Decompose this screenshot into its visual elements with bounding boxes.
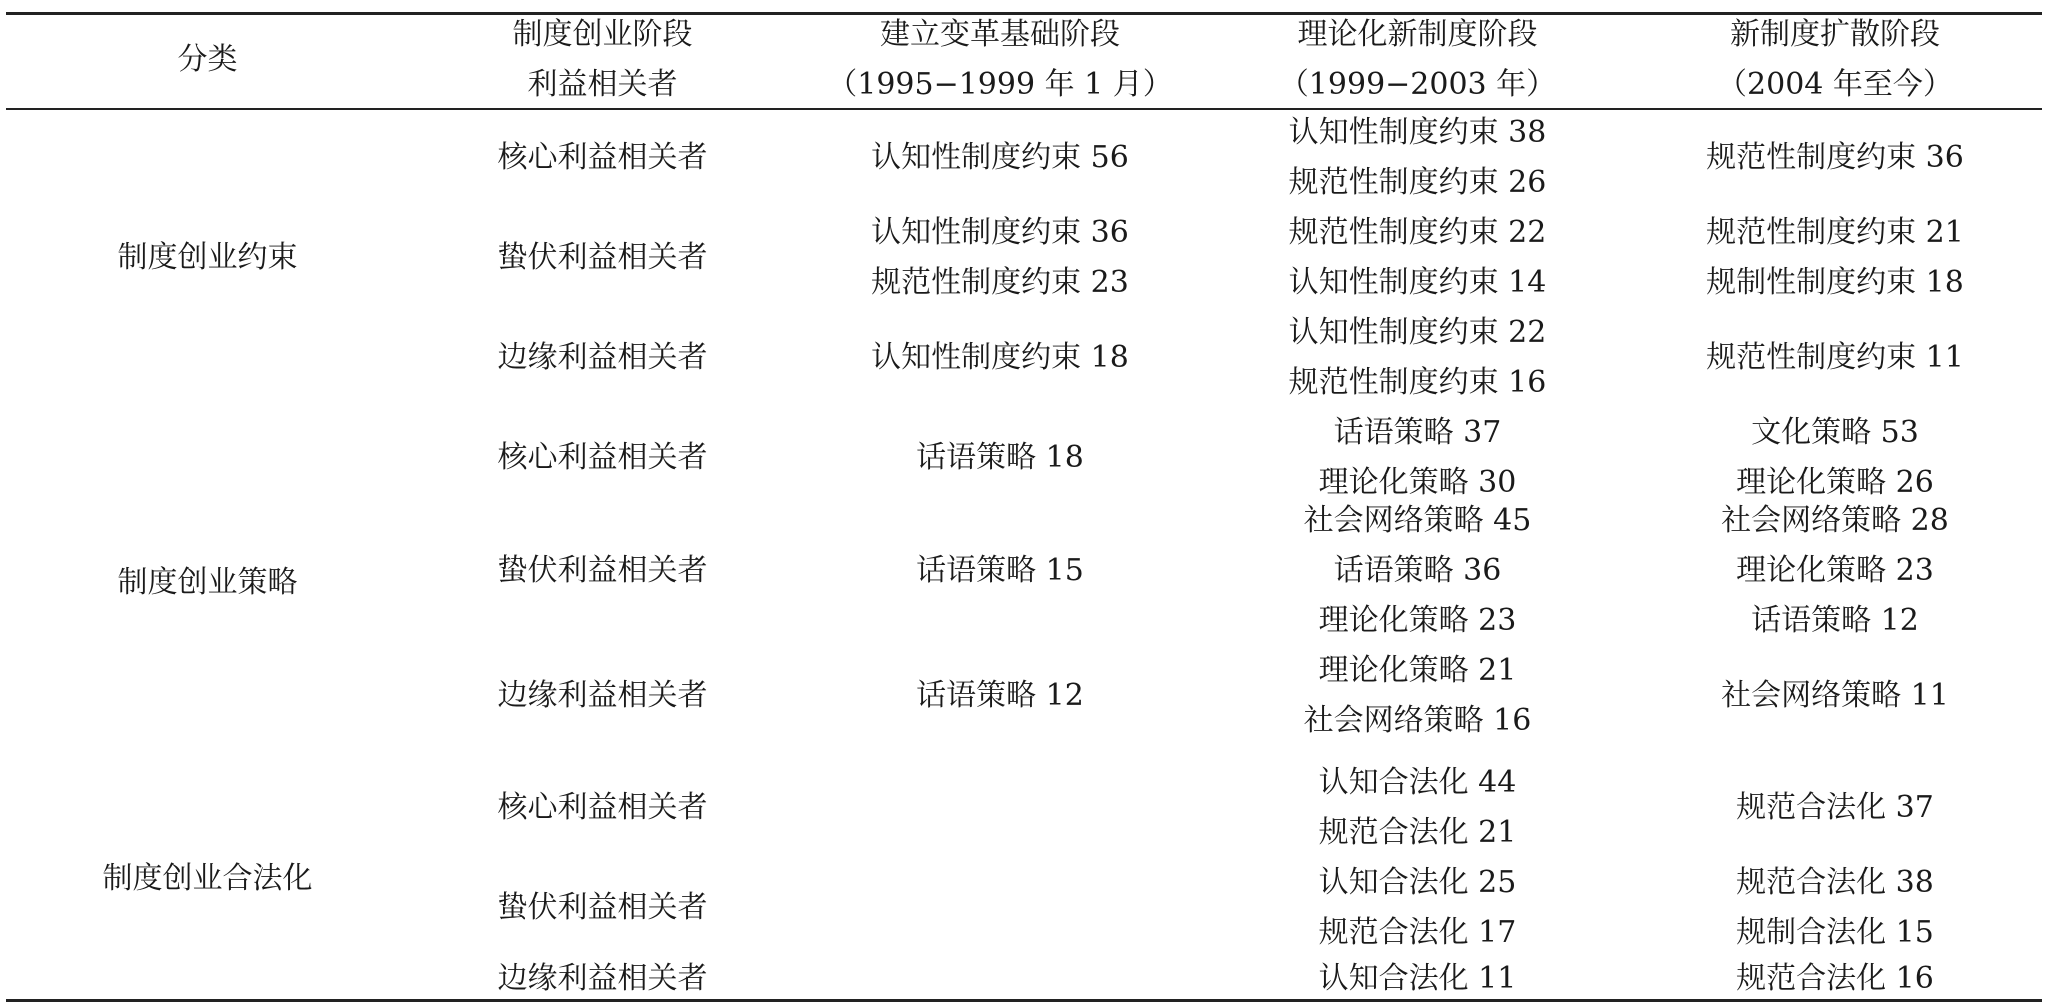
- cell-line: 规范性制度约束 21: [1706, 215, 1964, 250]
- stakeholder-label: 边缘利益相关者: [497, 340, 708, 375]
- cell-line: 规范合法化 21: [1318, 815, 1517, 850]
- cell-line: 认知合法化 25: [1318, 865, 1517, 900]
- cell-line: 规范合法化 37: [1736, 790, 1934, 825]
- phase1-cell: [790, 108, 1210, 208]
- cell-line: 认知合法化 11: [1318, 960, 1517, 996]
- phase2-cell: [1210, 958, 1625, 999]
- cell-line: 社会网络策略 11: [1721, 677, 1949, 713]
- header-phase2: 理论化新制度阶段 （1999−2003 年）: [1278, 17, 1557, 102]
- cell-line: 认知性制度约束 22: [1288, 315, 1547, 350]
- phase3-cell: [1625, 108, 2045, 208]
- phase2-cell: [1210, 308, 1625, 408]
- cell-line: 话语策略 37: [1333, 415, 1502, 450]
- cell-line: 认知性制度约束 38: [1288, 115, 1547, 150]
- cell-line: 话语策略 12: [916, 677, 1084, 713]
- stakeholder-label: 核心利益相关者: [497, 790, 708, 825]
- cell-line: 认知性制度约束 36: [871, 215, 1129, 250]
- cell-line: 文化策略 53: [1751, 415, 1919, 450]
- header-stakeholder: 制度创业阶段 利益相关者: [512, 17, 693, 102]
- phase2-cell: [1210, 408, 1625, 508]
- cell-line: 规范性制度约束 16: [1288, 365, 1547, 400]
- stakeholder-label: 核心利益相关者: [497, 140, 708, 175]
- phase1-cell: [790, 408, 1210, 508]
- cell-line: 理论化策略 23: [1736, 552, 1934, 588]
- phase2-cell: [1210, 208, 1625, 308]
- cell-line: 理论化策略 26: [1736, 465, 1934, 500]
- header-phase3: 新制度扩散阶段 （2004 年至今）: [1717, 17, 1953, 102]
- cell-line: 社会网络策略 28: [1721, 502, 1949, 538]
- phase2-cell: [1210, 858, 1625, 958]
- category-label: 制度创业策略: [117, 565, 298, 600]
- cell-line: 规范合法化 16: [1736, 960, 1934, 996]
- cell-line: 社会网络策略 16: [1303, 702, 1532, 738]
- phase3-cell: [1625, 633, 2045, 758]
- cell-line: 规范合法化 38: [1736, 865, 1934, 900]
- stakeholder-label: 蛰伏利益相关者: [497, 552, 708, 588]
- stakeholder-label: 核心利益相关者: [497, 440, 708, 475]
- cell-line: 话语策略 36: [1333, 552, 1502, 588]
- cell-line: 规范性制度约束 26: [1288, 165, 1547, 200]
- phase1-cell: [790, 308, 1210, 408]
- phase3-cell: [1625, 958, 2045, 999]
- cell-line: 规制性制度约束 18: [1706, 265, 1964, 300]
- phase3-cell: [1625, 858, 2045, 958]
- phase2-cell: [1210, 633, 1625, 758]
- cell-line: 规范性制度约束 23: [871, 265, 1129, 300]
- cell-line: 规范性制度约束 22: [1288, 215, 1547, 250]
- phase2-cell: [1210, 108, 1625, 208]
- header-phase1: 建立变革基础阶段 （1995−1999 年 1 月）: [827, 17, 1173, 102]
- category-label: 制度创业约束: [117, 240, 298, 275]
- cell-line: 规范性制度约束 11: [1706, 340, 1964, 375]
- stakeholder-label: 蛰伏利益相关者: [497, 890, 708, 925]
- cell-line: 规范合法化 17: [1318, 915, 1517, 950]
- cell-line: 认知性制度约束 14: [1288, 265, 1547, 300]
- phase3-cell: [1625, 758, 2045, 858]
- cell-line: 规范性制度约束 36: [1706, 140, 1964, 175]
- phase1-cell: [790, 208, 1210, 308]
- cell-line: 理论化策略 21: [1318, 652, 1517, 688]
- cell-line: 认知性制度约束 56: [871, 140, 1129, 175]
- cell-line: 理论化策略 30: [1318, 465, 1517, 500]
- phase1-cell: [790, 633, 1210, 758]
- phase3-cell: [1625, 502, 2045, 638]
- cell-line: 话语策略 12: [1751, 602, 1919, 638]
- cell-line: 认知性制度约束 18: [871, 340, 1129, 375]
- phase3-cell: [1625, 408, 2045, 508]
- stakeholder-label: 边缘利益相关者: [497, 677, 708, 713]
- cell-line: 认知合法化 44: [1318, 765, 1517, 800]
- phase3-cell: [1625, 308, 2045, 408]
- cell-line: 话语策略 15: [916, 552, 1084, 588]
- phase2-cell: [1210, 502, 1625, 638]
- header-category: 分类: [177, 42, 238, 77]
- cell-line: 规制合法化 15: [1736, 915, 1934, 950]
- phase3-cell: [1625, 208, 2045, 308]
- phase2-cell: [1210, 758, 1625, 858]
- cell-line: 话语策略 18: [916, 440, 1084, 475]
- category-label: 制度创业合法化: [102, 860, 313, 896]
- cell-line: 理论化策略 23: [1318, 602, 1517, 638]
- stakeholder-label: 蛰伏利益相关者: [497, 240, 708, 275]
- stakeholder-label: 边缘利益相关者: [497, 960, 708, 996]
- cell-line: 社会网络策略 45: [1303, 502, 1532, 538]
- phase1-cell: [790, 508, 1210, 633]
